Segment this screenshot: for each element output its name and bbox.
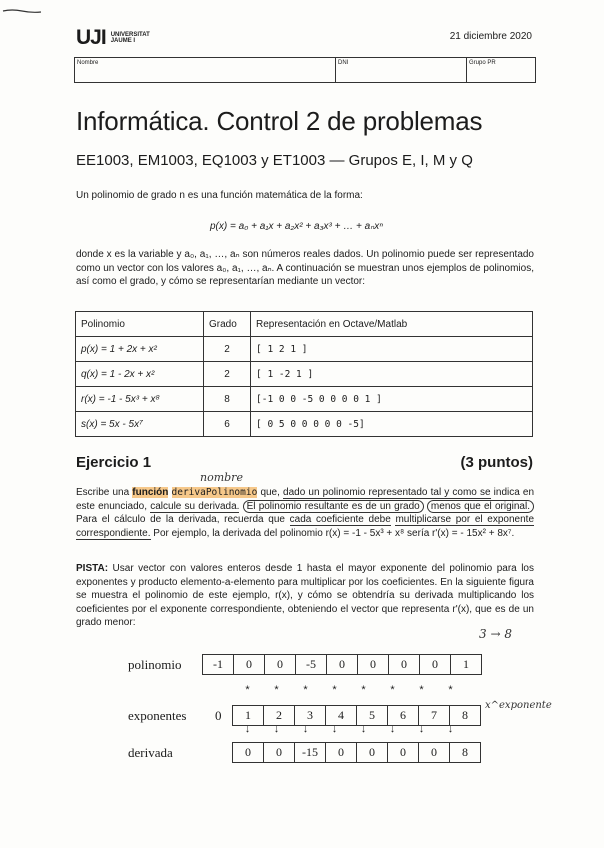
- vector-cell: 0: [357, 654, 389, 675]
- table-row: [76, 412, 533, 437]
- times-symbol: *: [448, 684, 453, 696]
- down-arrow-icon: ↓: [389, 723, 396, 735]
- vector-cell: [-1 0 0 -5 0 0 0 0 1 ]: [251, 387, 533, 412]
- arrow-symbols: [233, 723, 465, 735]
- intro-line: Un polinomio de grado n es una función matemática de la forma:: [76, 190, 363, 201]
- label-derivada: derivada: [128, 745, 173, 760]
- vector-cell: 0: [263, 742, 295, 763]
- degree-cell: 6: [204, 412, 251, 437]
- handwritten-note-margin: 3 → 8: [479, 627, 512, 641]
- table-row: [76, 387, 533, 412]
- highlight-funcion: función: [132, 487, 169, 498]
- vector-cell: 1: [232, 705, 264, 726]
- times-symbol: *: [419, 684, 424, 696]
- down-arrow-icon: ↓: [302, 723, 309, 735]
- group-field[interactable]: Grupo PR: [469, 60, 496, 66]
- label-exponentes: exponentes: [128, 708, 187, 723]
- vector-cell: 6: [387, 705, 419, 726]
- vector-cell: 0: [232, 742, 264, 763]
- vector-cell: -1: [202, 654, 234, 675]
- student-id-box: [74, 57, 536, 83]
- vector-cell: 0: [326, 654, 358, 675]
- vector-cell: 7: [418, 705, 450, 726]
- dni-field[interactable]: DNI: [336, 58, 467, 82]
- derivada-vector: [233, 742, 481, 763]
- handwritten-note-exponent: x^exponente: [485, 700, 552, 711]
- vector-cell: 5: [356, 705, 388, 726]
- logo-university-name: UNIVERSITAT JAUME I: [110, 31, 150, 44]
- down-arrow-icon: ↓: [447, 723, 454, 735]
- times-symbol: *: [390, 684, 395, 696]
- circled-text: menos que el original.: [427, 500, 534, 513]
- vector-cell: 3: [294, 705, 326, 726]
- vector-cell: 4: [325, 705, 357, 726]
- polynomial-cell: s(x) = 5x - 5x⁷: [76, 412, 204, 437]
- vector-cell: 0: [233, 654, 265, 675]
- vector-cell: 8: [449, 705, 481, 726]
- logo-mark: UJI: [76, 26, 106, 49]
- column-header: Representación en Octave/Matlab: [251, 312, 533, 337]
- vector-cell: 0: [325, 742, 357, 763]
- down-arrow-icon: ↓: [273, 723, 280, 735]
- polynomial-formula: p(x) = a₀ + a₁x + a₂x² + a₃x³ + … + aₙxⁿ: [210, 221, 383, 232]
- down-arrow-icon: ↓: [418, 723, 425, 735]
- pen-scribble: [2, 8, 42, 14]
- handwritten-note-nombre: nombre: [200, 471, 243, 484]
- vector-cell: 0: [419, 654, 451, 675]
- degree-cell: 2: [204, 362, 251, 387]
- table-header-row: [76, 312, 533, 337]
- circled-text: El polinomio resultante es de un grado: [243, 500, 424, 513]
- polynomial-cell: p(x) = 1 + 2x + x²: [76, 337, 204, 362]
- vector-cell: 0: [387, 742, 419, 763]
- exam-date: 21 diciembre 2020: [449, 31, 532, 42]
- intro-paragraph: donde x es la variable y a₀, a₁, …, aₙ son números reales dados. Un polinomio puede ser representado como un vector con los valores a₀, a₁, …, aₙ. A continuación se muestran unos ejemplos de polinomios, así como el grado, y cómo se representarían mediante un vector:: [76, 249, 534, 288]
- vector-cell: [ 1 -2 1 ]: [251, 362, 533, 387]
- polinomio-vector: [203, 654, 482, 675]
- times-symbol: *: [245, 684, 250, 696]
- degree-cell: 2: [204, 337, 251, 362]
- vector-cell: 0: [388, 654, 420, 675]
- down-arrow-icon: ↓: [331, 723, 338, 735]
- page-title: Informática. Control 2 de problemas: [76, 106, 483, 136]
- exponent-zero: 0: [215, 708, 222, 723]
- times-symbol: *: [303, 684, 308, 696]
- vector-cell: -5: [295, 654, 327, 675]
- vector-cell: 0: [418, 742, 450, 763]
- polynomial-table: [75, 311, 533, 437]
- hint-paragraph: PISTA: Usar vector con valores enteros desde 1 hasta el mayor exponente del polinomio para los exponentes y producto elemento-a-elemento para multiplicar por los coeficientes. En la siguiente figura se muestra el polinomio de este ejemplo, r(x), y cómo se obtendría su derivada multiplicando los coeficientes por el exponente correspondiente, obteniendo el vector que representa r'(x), que es de un grado menor:: [76, 563, 534, 629]
- label-polinomio: polinomio: [128, 657, 182, 672]
- polynomial-cell: r(x) = -1 - 5x³ + x⁸: [76, 387, 204, 412]
- vector-cell: -15: [294, 742, 326, 763]
- down-arrow-icon: ↓: [360, 723, 367, 735]
- function-name: derivaPolinomio: [171, 487, 258, 498]
- name-field[interactable]: Nombre: [75, 58, 336, 82]
- hint-label: PISTA:: [76, 563, 109, 574]
- vector-cell: [ 1 2 1 ]: [251, 337, 533, 362]
- polynomial-cell: q(x) = 1 - 2x + x²: [76, 362, 204, 387]
- column-header: Polinomio: [76, 312, 204, 337]
- times-symbol: *: [274, 684, 279, 696]
- exercise-title: Ejercicio 1: [76, 454, 152, 471]
- times-symbol: *: [361, 684, 366, 696]
- vector-cell: 2: [263, 705, 295, 726]
- exercise-points: (3 puntos): [460, 454, 533, 471]
- vector-cell: 0: [356, 742, 388, 763]
- vector-cell: 8: [449, 742, 481, 763]
- times-symbol: *: [332, 684, 337, 696]
- exercise-statement: Escribe una función derivaPolinomio que, dado un polinomio representado tal y como se indica en este enunciado, calcule su derivada. El polinomio resultante es de un grado menos que el original. Para el cálculo de la derivada, recuerda que cada coeficiente debe multiplicarse por el exponente correspondiente. Por ejemplo, la derivada del polinomio r(x) = -1 - 5x³ + x⁸ sería r'(x) = - 15x² + 8x⁷.: [76, 487, 535, 539]
- vector-cell: 1: [450, 654, 482, 675]
- vector-cell: 0: [264, 654, 296, 675]
- column-header: Grado: [204, 312, 251, 337]
- down-arrow-icon: ↓: [244, 723, 251, 735]
- university-logo: [76, 26, 150, 50]
- table-row: [76, 362, 533, 387]
- degree-cell: 8: [204, 387, 251, 412]
- multiply-symbols: [233, 684, 465, 696]
- vector-cell: [ 0 5 0 0 0 0 0 -5]: [251, 412, 533, 437]
- table-row: [76, 337, 533, 362]
- page-subtitle: EE1003, EM1003, EQ1003 y ET1003 — Grupos E, I, M y Q: [76, 152, 473, 169]
